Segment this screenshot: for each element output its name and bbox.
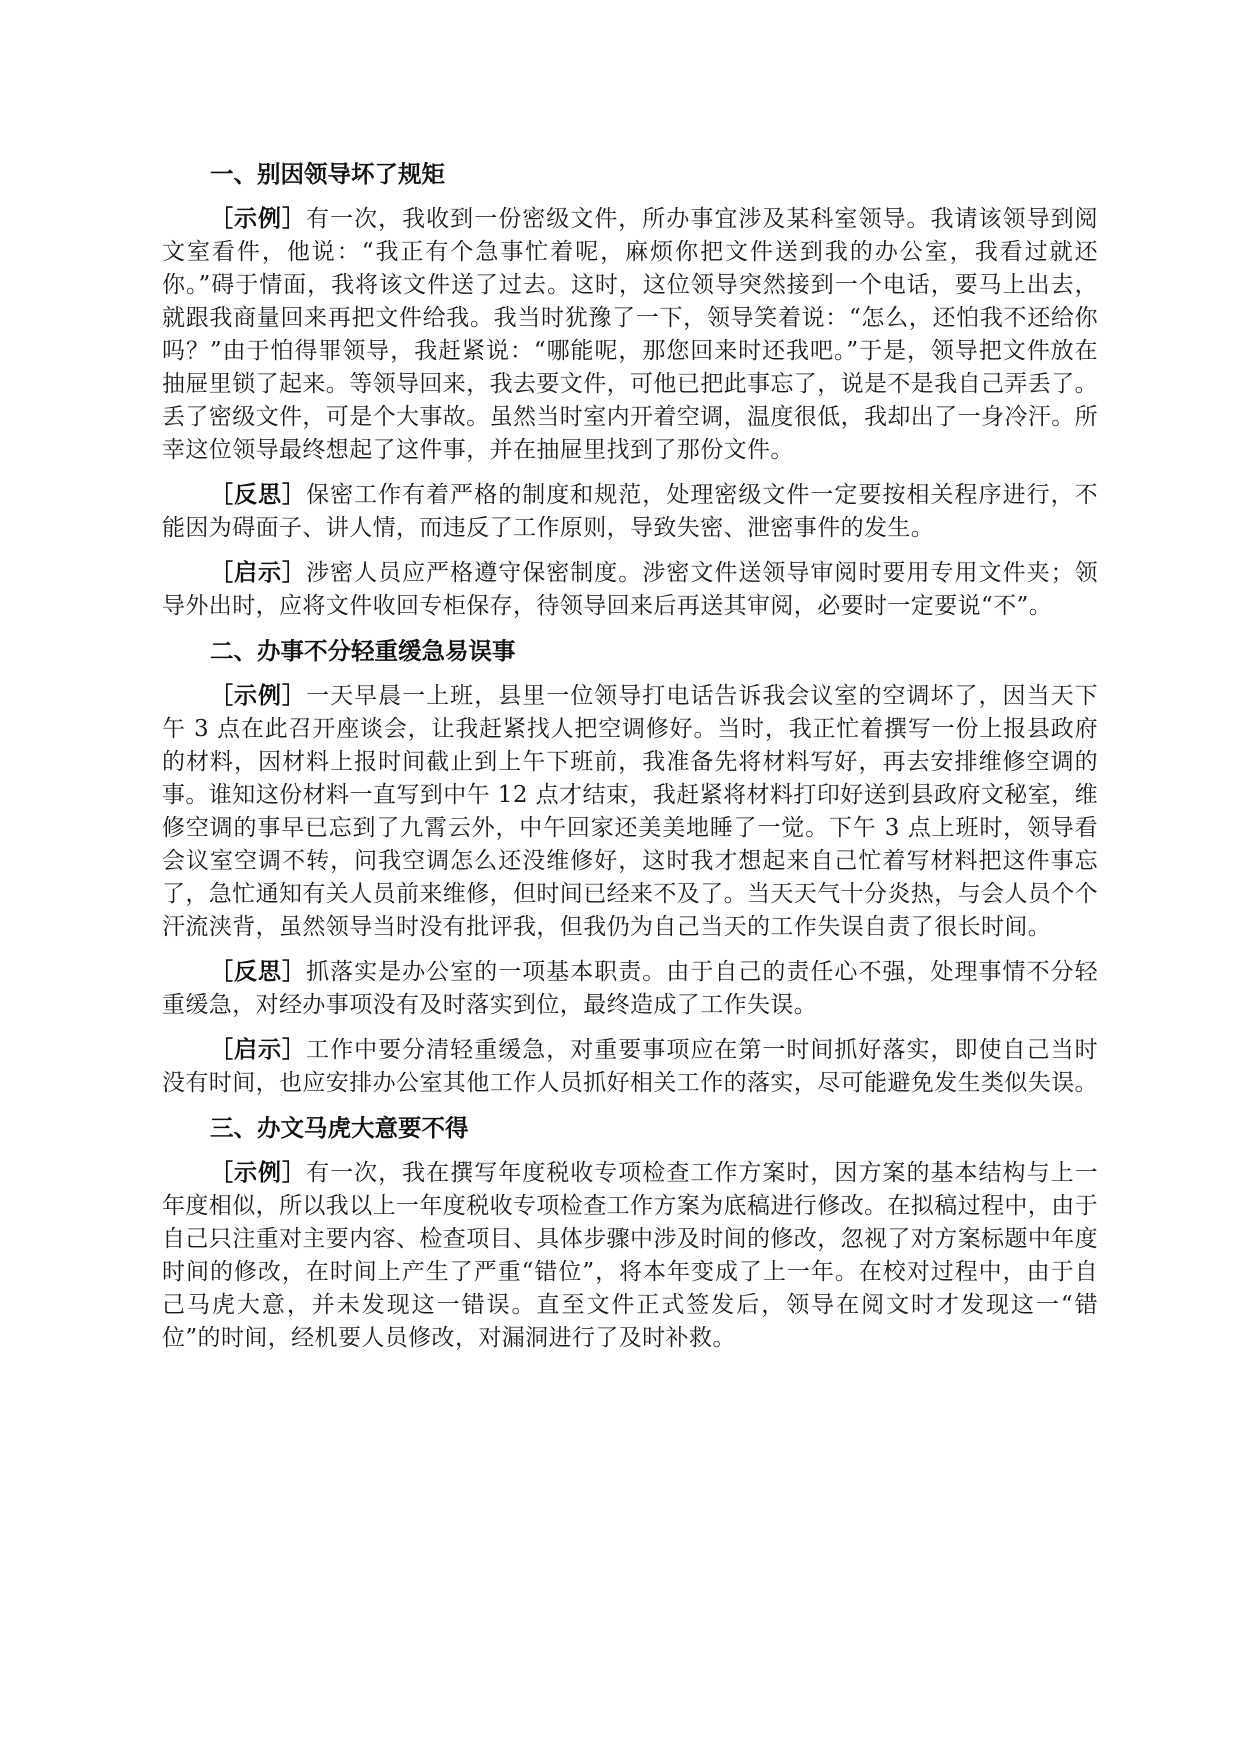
section-heading-1: 一、别因领导坏了规矩: [210, 160, 445, 188]
insight-text: 工作中要分清轻重缓急，对重要事项应在第一时间抓好落实，即使自己当时没有时间，也应安排办公室其他工作人员抓好相关工作的落实，尽可能避免发生类似失误。: [162, 1037, 1099, 1096]
example-tag: ［示例］: [210, 683, 307, 709]
section-heading-2: 二、办事不分轻重缓急易误事: [210, 637, 516, 665]
example-text: 一天早晨一上班，县里一位领导打电话告诉我会议室的空调坏了，因当天下午 3 点在此召开座谈会，让我赶紧找人把空调修好。当时，我正忙着撰写一份上报县政府的材料，因材料上报时间截止到上午下班前，我准备先将材料写好，再去安排维修空调的事。谁知这份材料一直写到中午 12 点才结束，我赶紧将材料打印好送到县政府文秘室，维修空调的事早已忘到了九霄云外，中午回家还美美地睡了一觉。下午 3 点上班时，领导看会议室空调不转，问我空调怎么还没维修好，这时我才想起来自己忙着写材料把这件事忘了，急忙通知有关人员前来维修，但时间已经来不及了。当天天气十分炎热，与会人员个个汗流浃背，虽然领导当时没有批评我，但我仍为自己当天的工作失误自责了很长时间。: [162, 683, 1099, 940]
insight-paragraph-1: [162, 557, 1098, 623]
example-tag: ［示例］: [210, 1160, 307, 1186]
document-body: [162, 158, 1098, 1367]
example-paragraph-3: [162, 1157, 1098, 1355]
example-text: 有一次，我在撰写年度税收专项检查工作方案时，因方案的基本结构与上一年度相似，所以我以上一年度税收专项检查工作方案为底稿进行修改。在拟稿过程中，由于自己只注重对主要内容、检查项目、具体步骤中涉及时间的修改，忽视了对方案标题中年度时间的修改，在时间上产生了严重“错位”，将本年变成了上一年。在校对过程中，由于自己马虎大意，并未发现这一错误。直至文件正式签发后，领导在阅文时才发现这一“错位”的时间，经机要人员修改，对漏洞进行了及时补救。: [162, 1160, 1099, 1351]
insight-paragraph-2: [162, 1034, 1098, 1100]
reflection-paragraph-1: [162, 479, 1098, 545]
reflection-text: 保密工作有着严格的制度和规范，处理密级文件一定要按相关程序进行，不能因为碍面子、讲人情，而违反了工作原则，导致失密、泄密事件的发生。: [162, 482, 1099, 541]
example-paragraph-2: [162, 680, 1098, 944]
insight-tag: ［启示］: [210, 1037, 307, 1063]
reflection-tag: ［反思］: [210, 959, 307, 985]
example-paragraph-1: [162, 203, 1098, 467]
section-heading-3: 三、办文马虎大意要不得: [210, 1114, 469, 1142]
example-tag: ［示例］: [210, 206, 307, 232]
insight-text: 涉密人员应严格遵守保密制度。涉密文件送领导审阅时要用专用文件夹；领导外出时，应将文件收回专柜保存，待领导回来后再送其审阅，必要时一定要说“不”。: [162, 560, 1099, 619]
reflection-tag: ［反思］: [210, 482, 307, 508]
example-text: 有一次，我收到一份密级文件，所办事宜涉及某科室领导。我请该领导到阅文室看件，他说：“我正有个急事忙着呢，麻烦你把文件送到我的办公室，我看过就还你。”碍于情面，我将该文件送了过去。这时，这位领导突然接到一个电话，要马上出去，就跟我商量回来再把文件给我。我当时犹豫了一下，领导笑着说：“怎么，还怕我不还给你吗？”由于怕得罪领导，我赶紧说：“哪能呢，那您回来时还我吧。”于是，领导把文件放在抽屉里锁了起来。等领导回来，我去要文件，可他已把此事忘了，说是不是我自己弄丢了。丢了密级文件，可是个大事故。虽然当时室内开着空调，温度很低，我却出了一身冷汗。所幸这位领导最终想起了这件事，并在抽屉里找到了那份文件。: [162, 206, 1099, 463]
reflection-paragraph-2: [162, 956, 1098, 1022]
reflection-text: 抓落实是办公室的一项基本职责。由于自己的责任心不强，处理事情不分轻重缓急，对经办事项没有及时落实到位，最终造成了工作失误。: [162, 959, 1099, 1018]
insight-tag: ［启示］: [210, 560, 307, 586]
